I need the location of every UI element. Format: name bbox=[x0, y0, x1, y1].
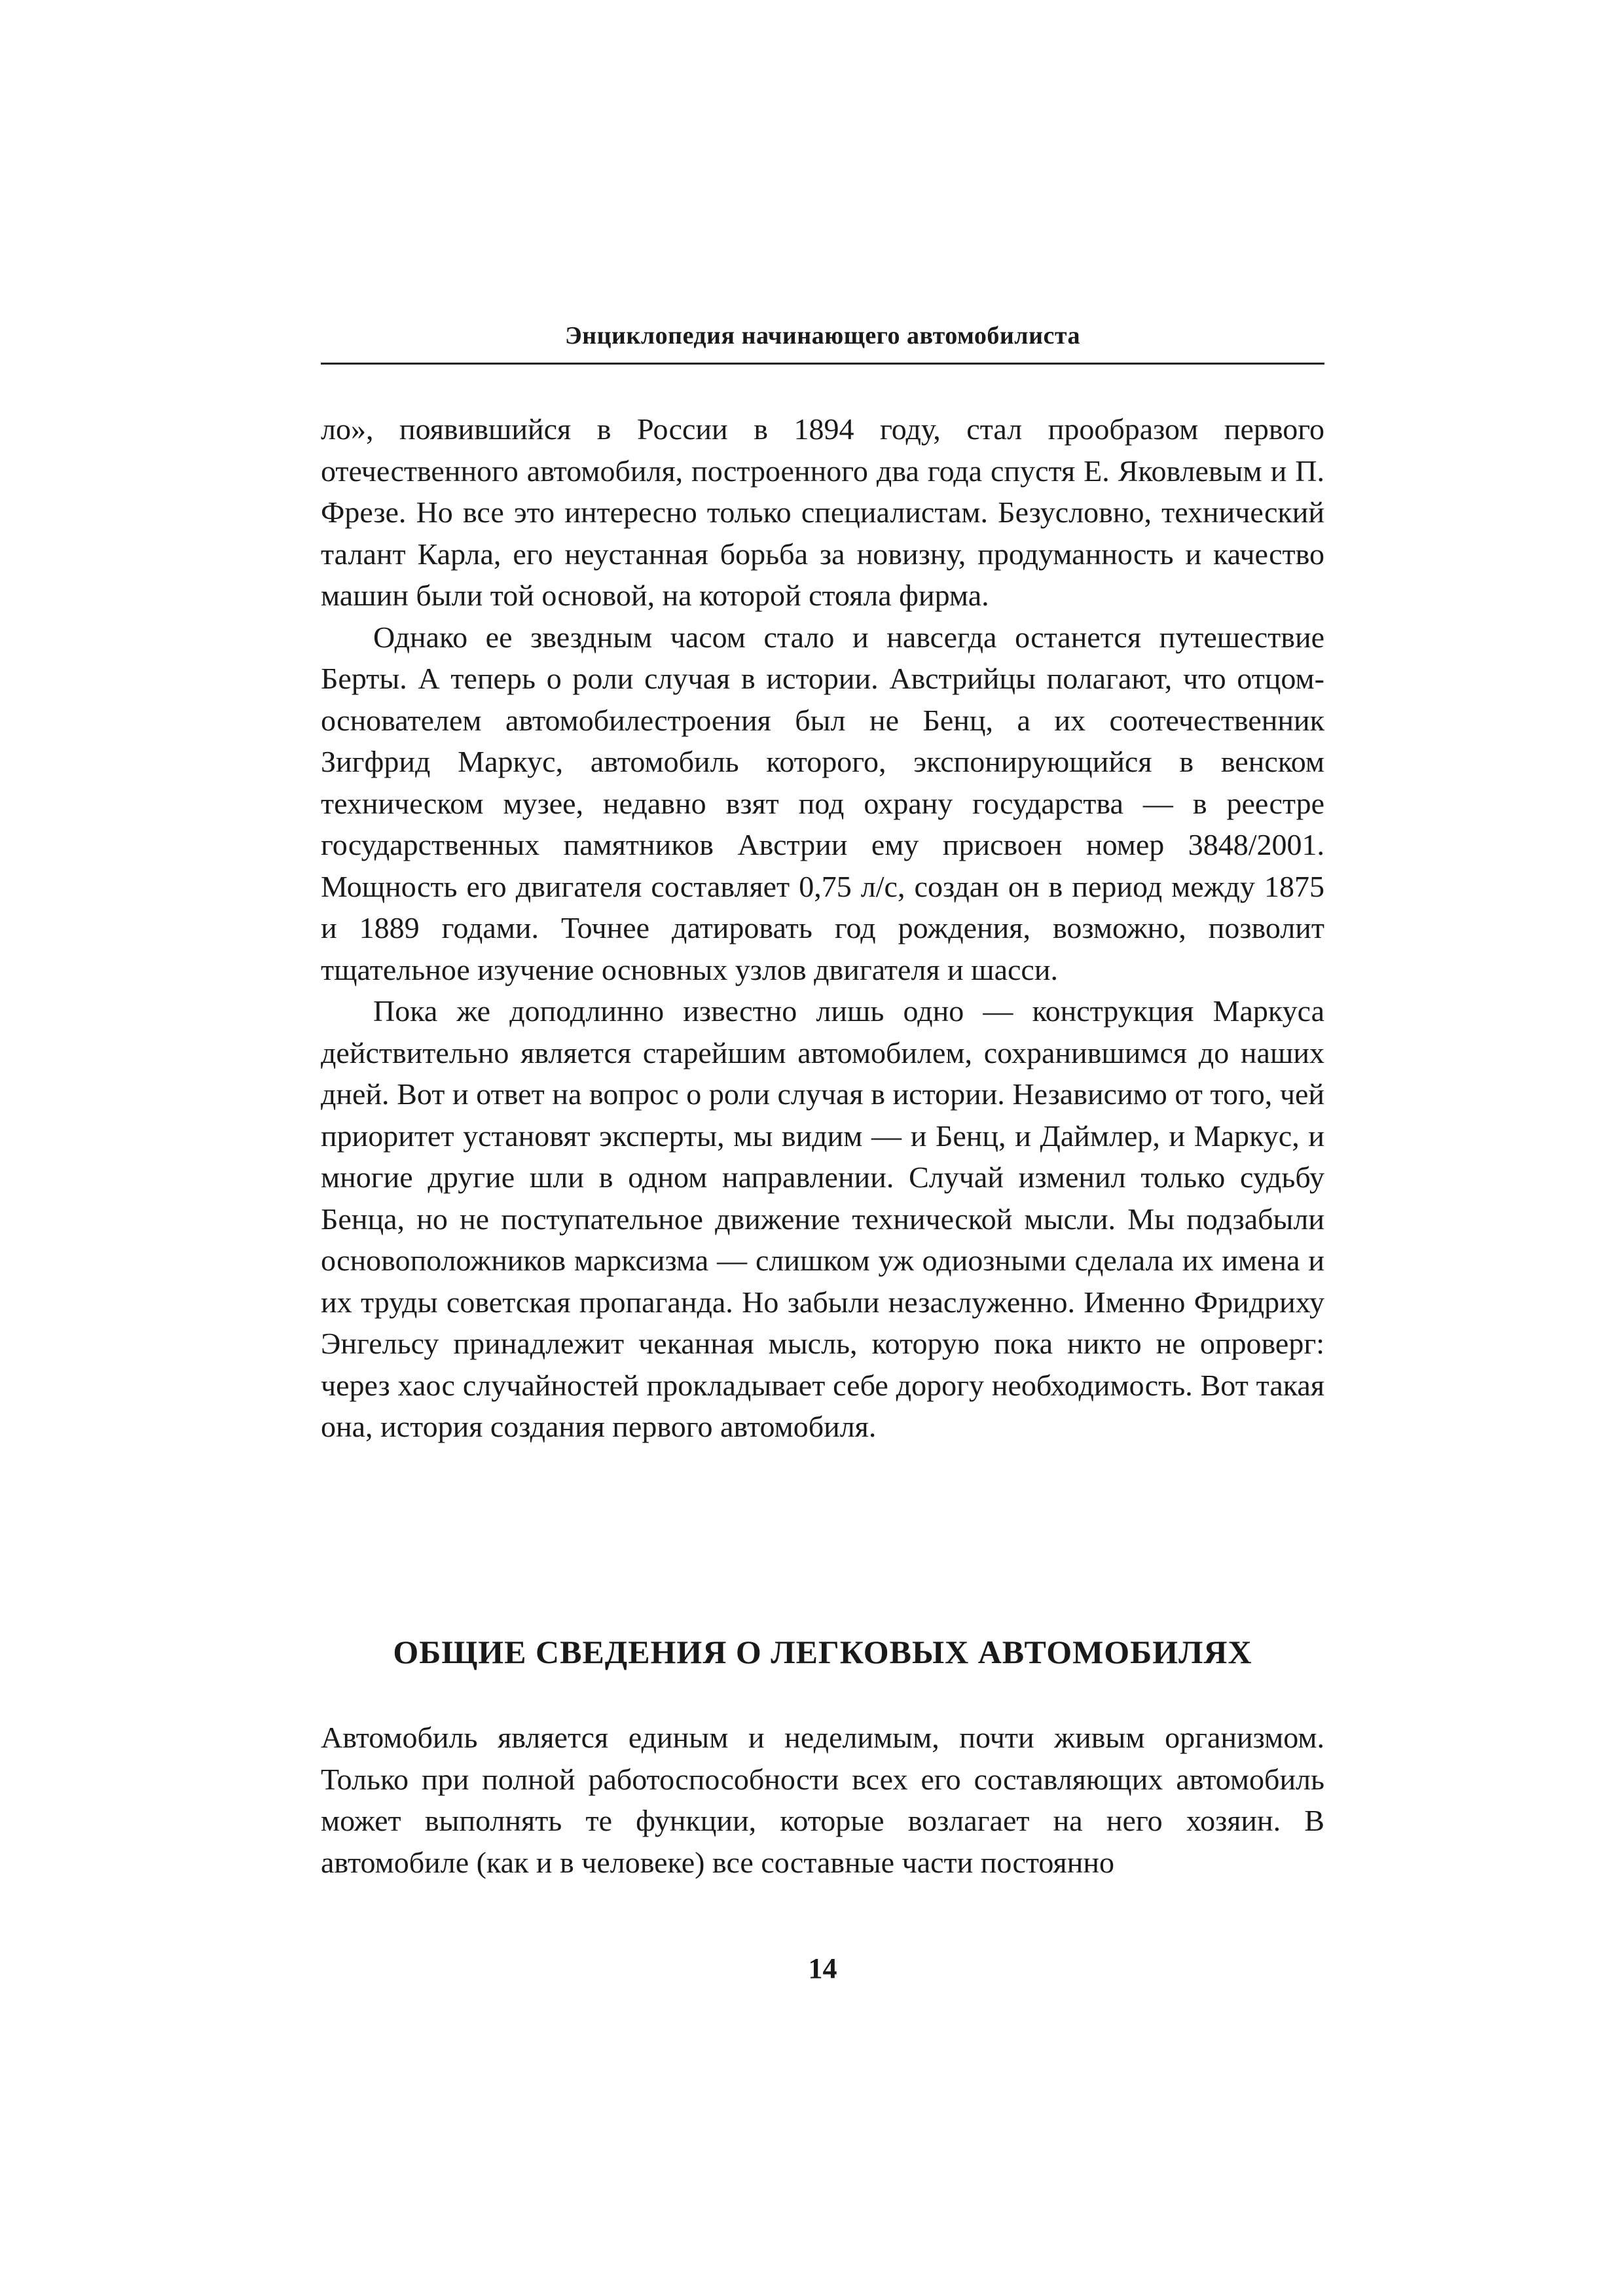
paragraph: Однако ее звездным часом стало и навсегда останется путешествие Берты. А теперь о роли случая в истории. Австрийцы полагают, что отцом-основателем автомобилестроения был не Бенц, а их соотечественник Зигфрид Маркус, автомобиль которого, экспонирующийся в венском техническом музее, недавно взят под охрану государства — в реестре государственных памятников Австрии ему присвоен номер 3848/2001. Мощность его двигателя составляет 0,75 л/с, создан он в период между 1875 и 1889 годами. Точнее датировать год рождения, возможно, позволит тщательное изучение основных узлов двигателя и шасси. bbox=[321, 620, 1324, 986]
header-rule bbox=[321, 363, 1324, 365]
section-heading: ОБЩИЕ СВЕДЕНИЯ О ЛЕГКОВЫХ АВТОМОБИЛЯХ bbox=[393, 1634, 1252, 1670]
paragraph-continuation: ло», появившийся в России в 1894 году, стал прообразом первого отечественного автомобиля, построенного два года спустя Е. Яковлевым и П. Фрезе. Но все это интересно только специалистам. Безусловно, технический талант Карла, его неустанная борьба за новизну, продуманность и качество машин были той основой, на которой стояла фирма. bbox=[321, 412, 1324, 612]
page-number: 14 bbox=[808, 1952, 837, 1984]
running-header: Энциклопедия начинающего автомобилиста bbox=[565, 322, 1080, 350]
paragraph: Автомобиль является единым и неделимым, почти живым организмом. Только при полной работоспособности всех его составляющих автомобиль может выполнять те функции, которые возлагает на него хозяин. В автомобиле (как и в человеке) все составные части постоянно bbox=[321, 1721, 1324, 1879]
paragraph: Пока же доподлинно известно лишь одно — конструкция Маркуса действительно является старейшим автомобилем, сохранившимся до наших дней. Вот и ответ на вопрос о роли случая в истории. Независимо от того, чей приоритет установят эксперты, мы видим — и Бенц, и Даймлер, и Маркус, и многие другие шли в одном направлении. Случай изменил только судьбу Бенца, но не поступательное движение технической мысли. Мы подзабыли основоположников марксизма — слишком уж одиозными сделала их имена и их труды советская пропаганда. Но забыли незаслуженно. Именно Фридриху Энгельсу принадлежит чеканная мысль, которую пока никто не опроверг: через хаос случайностей прокладывает себе дорогу необходимость. Вот такая она, история создания первого автомобиля. bbox=[321, 994, 1324, 1443]
body-text bbox=[321, 408, 1324, 1448]
section-text bbox=[321, 1717, 1324, 1883]
